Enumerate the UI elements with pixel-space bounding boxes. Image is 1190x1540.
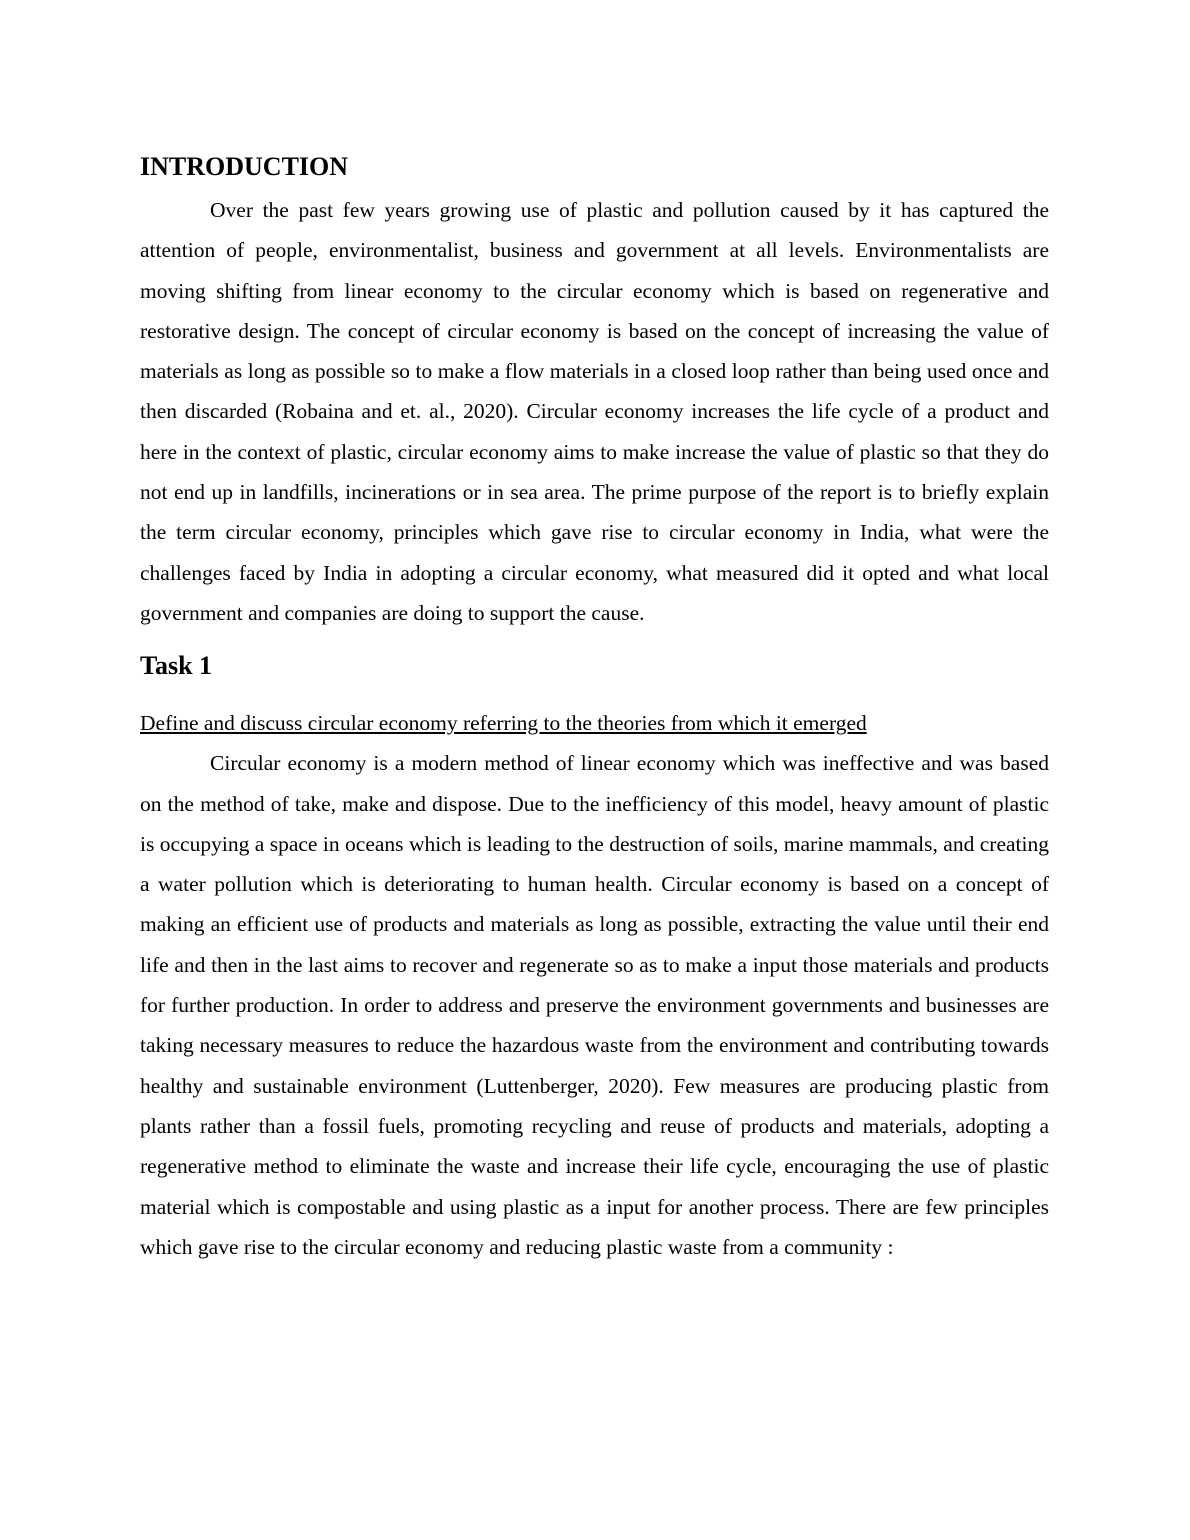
introduction-heading: INTRODUCTION [140,152,349,181]
task-1-subheading: Define and discuss circular economy referring to the theories from which it emerged [140,711,867,736]
task-1-heading: Task 1 [140,651,213,681]
task-1-paragraph: Circular economy is a modern method of linear economy which was ineffective and was based on the method of take, make and dispose. Due to the inefficiency of this model, heavy amount of plastic is occupying a space in oceans which is leading to the destruction of soils, marine mammals, and creating a water pollution which is deteriorating to human health. Circular economy is based on a concept of making an efficient use of products and materials as long as possible, extracting the value until their end life and then in the last aims to recover and regenerate so as to make a input those materials and products for further production. In order to address and preserve the environment governments and businesses are taking necessary measures to reduce the hazardous waste from the environment and contributing towards healthy and sustainable environment (Luttenberger, 2020). Few measures are producing plastic from plants rather than a fossil fuels, promoting recycling and reuse of products and materials, adopting a regenerative method to eliminate the waste and increase their life cycle, encouraging the use of plastic material which is compostable and using plastic as a input for another process. There are few principles which gave rise to the circular economy and reducing plastic waste from a community : [140,751,1049,1259]
document-body [140,148,1049,1267]
introduction-paragraph: Over the past few years growing use of plastic and pollution caused by it has captured the attention of people, environmentalist, business and government at all levels. Environmentalists are moving shifting from linear economy to the circular economy which is based on regenerative and restorative design. The concept of circular economy is based on the concept of increasing the value of materials as long as possible so to make a flow materials in a closed loop rather than being used once and then discarded (Robaina and et. al., 2020). Circular economy increases the life cycle of a product and here in the context of plastic, circular economy aims to make increase the value of plastic so that they do not end up in landfills, incinerations or in sea area. The prime purpose of the report is to briefly explain the term circular economy, principles which gave rise to circular economy in India, what were the challenges faced by India in adopting a circular economy, what measured did it opted and what local government and companies are doing to support the cause. [140,198,1049,625]
